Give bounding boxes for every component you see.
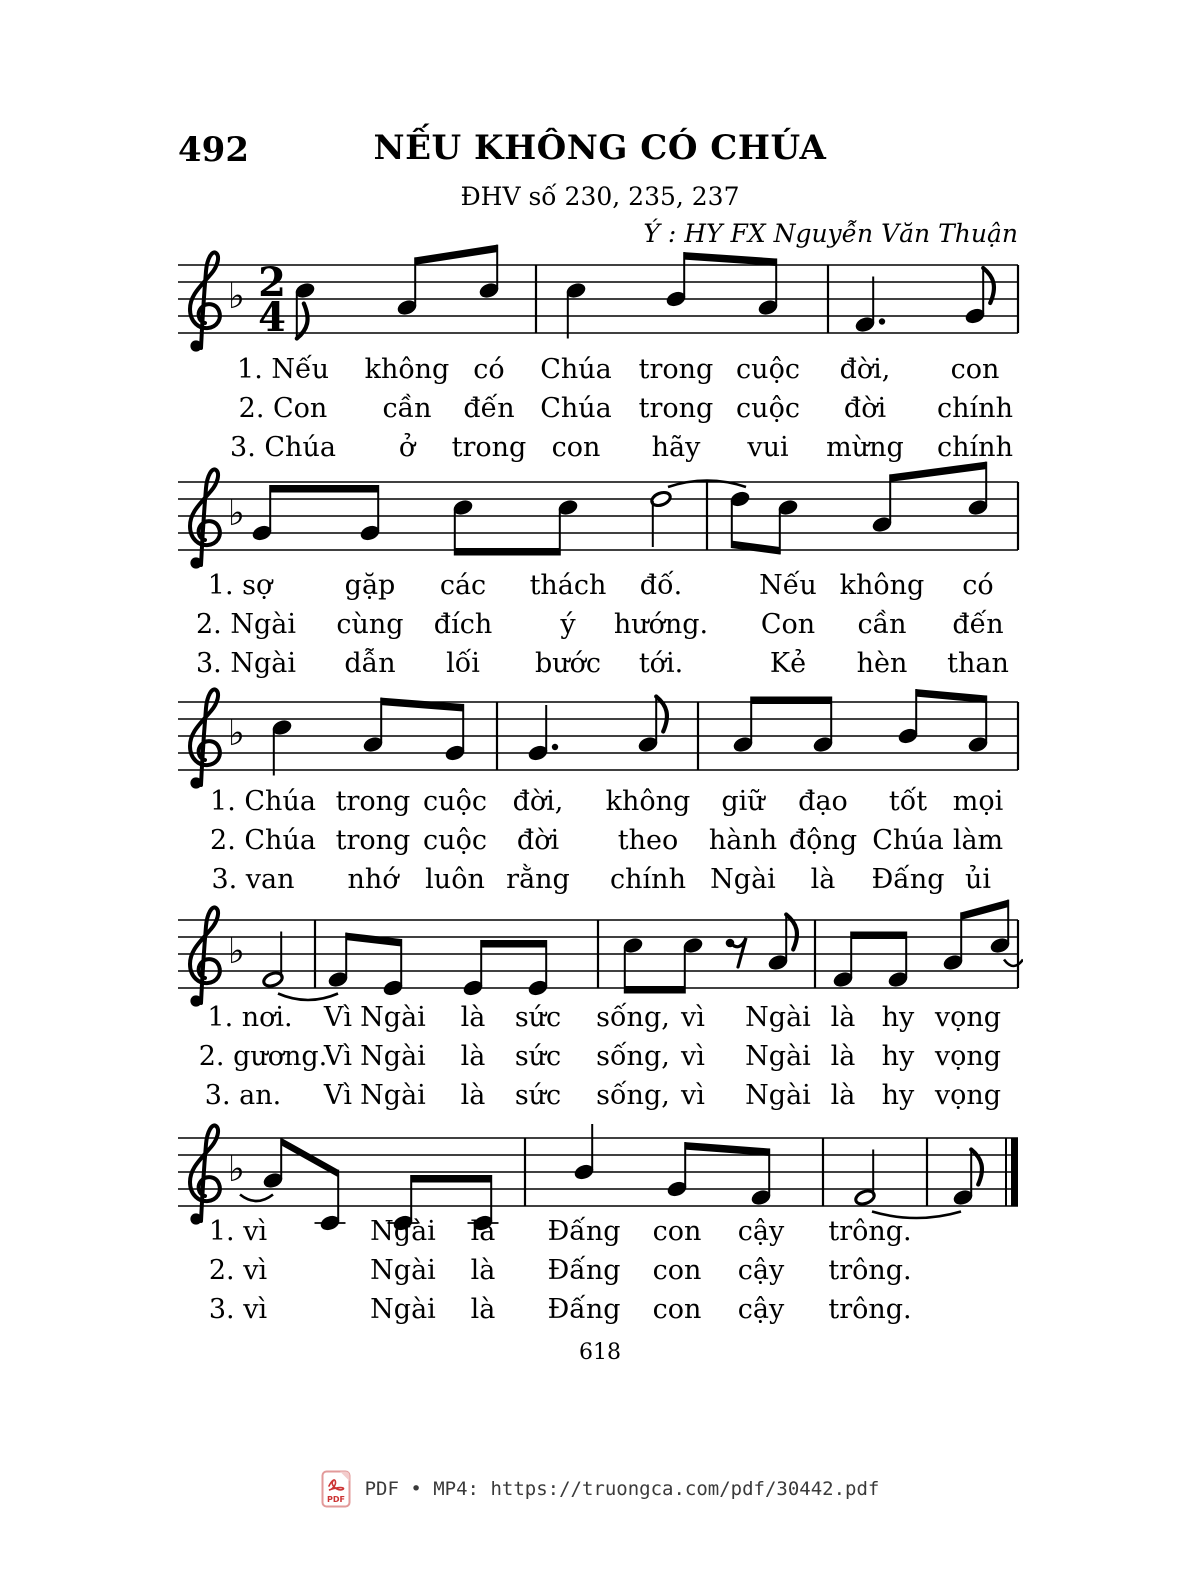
lyric-syllable: 3. Chúa bbox=[230, 432, 336, 463]
time-signature: 2 bbox=[258, 259, 286, 306]
lyric-syllable: Con bbox=[760, 609, 816, 640]
lyric-syllable: sống, bbox=[596, 1041, 670, 1072]
lyric-syllable: Chúa bbox=[540, 393, 612, 424]
lyric-syllable: Ngài bbox=[370, 1294, 436, 1325]
lyric-syllable: là bbox=[460, 1041, 486, 1072]
lyric-syllable: vui bbox=[747, 432, 789, 463]
lyric-syllable: đời bbox=[843, 393, 887, 424]
lyric-syllable: vọng bbox=[934, 1080, 1002, 1111]
lyrics-system-2-verse-3 bbox=[178, 646, 1038, 684]
beam bbox=[684, 252, 776, 266]
beam bbox=[851, 932, 906, 940]
lyric-syllable: hy bbox=[881, 1041, 915, 1072]
beam bbox=[411, 1175, 491, 1183]
lyric-syllable: vọng bbox=[934, 1002, 1002, 1033]
lyric-syllable: 3. Ngài bbox=[196, 648, 296, 679]
lyric-syllable: vì bbox=[681, 1080, 705, 1111]
lyrics-system-1-verse-2 bbox=[178, 391, 1038, 429]
lyrics-system-3-verse-3 bbox=[178, 862, 1038, 900]
lyric-syllable: giữ bbox=[721, 786, 765, 817]
footer bbox=[0, 1470, 1200, 1508]
lyric-syllable: Đấng bbox=[547, 1294, 621, 1325]
lyric-syllable: vì bbox=[681, 1002, 705, 1033]
flat-sign: ♭ bbox=[228, 493, 245, 534]
svg-text:PDF: PDF bbox=[326, 1495, 345, 1504]
lyric-syllable: các bbox=[439, 570, 487, 601]
final-barline bbox=[1011, 1138, 1018, 1206]
lyric-syllable: hướng. bbox=[613, 609, 709, 640]
lyric-syllable: Nếu bbox=[759, 570, 817, 601]
lyric-syllable: vì bbox=[681, 1041, 705, 1072]
lyrics-system-2-verse-1 bbox=[178, 568, 1038, 606]
lyric-syllable: 3. an. bbox=[204, 1080, 282, 1111]
lyric-syllable: Ngài bbox=[745, 1080, 811, 1111]
tie-slur bbox=[240, 1195, 273, 1202]
augmentation-dot bbox=[879, 318, 885, 324]
pdf-file-icon bbox=[321, 1470, 351, 1508]
tie-slur bbox=[1004, 960, 1023, 967]
hymn-number: 492 bbox=[178, 130, 249, 170]
lyric-syllable: Vì bbox=[323, 1080, 353, 1111]
lyric-syllable: Ngài bbox=[360, 1002, 426, 1033]
lyric-syllable: là bbox=[470, 1294, 496, 1325]
lyric-syllable: cần bbox=[382, 393, 432, 424]
beam bbox=[961, 900, 1008, 920]
lyric-syllable: nhớ bbox=[347, 864, 399, 895]
lyric-syllable: Ngài bbox=[360, 1080, 426, 1111]
lyric-syllable: cậy bbox=[737, 1255, 785, 1286]
lyric-syllable: trong bbox=[335, 825, 411, 856]
lyric-syllable: sức bbox=[514, 1041, 562, 1072]
lyric-syllable: 3. vì bbox=[208, 1294, 268, 1325]
lyrics-system-5-verse-1 bbox=[178, 1214, 1038, 1252]
lyric-syllable: sức bbox=[514, 1002, 562, 1033]
lyric-syllable: là bbox=[830, 1080, 856, 1111]
lyric-syllable: đời bbox=[516, 825, 560, 856]
lyric-syllable: trông. bbox=[828, 1294, 912, 1325]
lyric-syllable: luôn bbox=[425, 864, 485, 895]
lyric-syllable: đạo bbox=[798, 786, 848, 817]
lyric-syllable: cuộc bbox=[736, 354, 800, 385]
lyric-syllable: sống, bbox=[596, 1002, 670, 1033]
lyric-syllable: lối bbox=[446, 648, 480, 679]
lyric-syllable: là bbox=[460, 1080, 486, 1111]
lyric-syllable: là bbox=[810, 864, 836, 895]
lyric-syllable: Ngài bbox=[745, 1002, 811, 1033]
lyric-syllable: con bbox=[652, 1255, 702, 1286]
lyric-syllable: gặp bbox=[344, 570, 396, 601]
lyric-syllable: Đấng bbox=[547, 1255, 621, 1286]
lyrics-system-1-verse-1 bbox=[178, 352, 1038, 390]
lyric-syllable: rằng bbox=[506, 864, 570, 895]
lyric-syllable: hy bbox=[881, 1002, 915, 1033]
lyric-syllable: hy bbox=[881, 1080, 915, 1111]
beam bbox=[732, 541, 780, 555]
lyric-syllable: sống, bbox=[596, 1080, 670, 1111]
lyric-syllable: tốt bbox=[888, 786, 928, 817]
lyric-syllable: là bbox=[460, 1002, 486, 1033]
lyrics-system-5-verse-2 bbox=[178, 1253, 1038, 1291]
lyric-syllable: trong bbox=[335, 786, 411, 817]
lyric-syllable: trong bbox=[638, 354, 714, 385]
lyric-syllable: đời, bbox=[839, 354, 891, 385]
hymn-author: Ý : HY FX Nguyễn Văn Thuận bbox=[643, 219, 1018, 248]
lyric-syllable: 2. Ngài bbox=[196, 609, 296, 640]
beam bbox=[381, 698, 463, 712]
beam bbox=[685, 1142, 769, 1156]
lyric-syllable: cùng bbox=[336, 609, 404, 640]
lyric-syllable: có bbox=[962, 570, 994, 601]
beam bbox=[481, 940, 546, 948]
page-title: NẾU KHÔNG CÓ CHÚA bbox=[373, 128, 827, 168]
lyric-syllable: trông. bbox=[828, 1255, 912, 1286]
lyric-syllable: cuộc bbox=[736, 393, 800, 424]
lyric-syllable: than bbox=[947, 648, 1009, 679]
lyric-syllable: 2. gương. bbox=[198, 1041, 328, 1072]
lyric-syllable: Chúa bbox=[540, 354, 612, 385]
lyric-syllable: cậy bbox=[737, 1216, 785, 1247]
lyric-syllable: là bbox=[830, 1041, 856, 1072]
lyric-syllable: trong bbox=[451, 432, 527, 463]
augmentation-dot bbox=[552, 744, 558, 750]
lyric-syllable: trong bbox=[638, 393, 714, 424]
lyric-syllable: không bbox=[839, 570, 925, 601]
lyric-syllable: đích bbox=[433, 609, 493, 640]
lyric-syllable: không bbox=[605, 786, 691, 817]
flat-sign: ♭ bbox=[228, 931, 245, 972]
lyric-syllable: chính bbox=[937, 432, 1013, 463]
lyric-syllable: đời, bbox=[512, 786, 564, 817]
beam bbox=[751, 697, 831, 705]
lyric-syllable: Ngài bbox=[370, 1216, 436, 1247]
lyric-syllable: Kẻ bbox=[769, 648, 807, 679]
lyrics-system-4-verse-1 bbox=[178, 1000, 1038, 1038]
treble-clef-icon bbox=[190, 1125, 220, 1224]
lyric-syllable: Đấng bbox=[547, 1216, 621, 1247]
lyric-syllable: ý bbox=[560, 609, 576, 640]
beam bbox=[415, 245, 497, 265]
lyric-syllable: hãy bbox=[651, 432, 701, 463]
lyric-syllable: con bbox=[950, 354, 1000, 385]
lyrics-system-4-verse-2 bbox=[178, 1039, 1038, 1077]
lyric-syllable: cần bbox=[857, 609, 907, 640]
lyric-syllable: động bbox=[788, 825, 858, 856]
treble-clef-icon bbox=[190, 252, 220, 351]
lyric-syllable: 1. Chúa bbox=[210, 786, 316, 817]
lyric-syllable: Ngài bbox=[370, 1255, 436, 1286]
footer-link[interactable]: PDF • MP4: https://truongca.com/pdf/30442.pdf bbox=[364, 1478, 880, 1500]
lyric-syllable: Vì bbox=[323, 1041, 353, 1072]
lyrics-system-2-verse-2 bbox=[178, 607, 1038, 645]
lyrics-system-5-verse-3 bbox=[178, 1292, 1038, 1330]
lyric-syllable: hành bbox=[708, 825, 778, 856]
lyric-syllable: có bbox=[473, 354, 505, 385]
lyric-syllable: 3. van bbox=[211, 864, 295, 895]
beam bbox=[625, 986, 685, 994]
lyric-syllable: cuộc bbox=[423, 825, 487, 856]
beam bbox=[270, 485, 378, 493]
flat-sign: ♭ bbox=[228, 713, 245, 754]
lyric-syllable: làm bbox=[952, 825, 1004, 856]
lyric-syllable: 1. Nếu bbox=[237, 354, 329, 385]
lyric-syllable: 2. Con bbox=[238, 393, 328, 424]
lyric-syllable: mọi bbox=[952, 786, 1004, 817]
lyric-syllable: cuộc bbox=[423, 786, 487, 817]
hymn-subtitle: ĐHV số 230, 235, 237 bbox=[460, 182, 740, 211]
lyric-syllable: là bbox=[470, 1216, 496, 1247]
lyric-syllable: chính bbox=[937, 393, 1013, 424]
eighth-rest bbox=[726, 938, 746, 967]
lyric-syllable: dẫn bbox=[344, 648, 396, 679]
treble-clef-icon bbox=[190, 907, 220, 1006]
lyric-syllable: thách bbox=[529, 570, 607, 601]
lyric-syllable: tới. bbox=[638, 648, 684, 679]
lyric-syllable: Ngài bbox=[360, 1041, 426, 1072]
treble-clef-icon bbox=[190, 689, 220, 788]
lyric-syllable: sức bbox=[514, 1080, 562, 1111]
lyric-syllable: con bbox=[652, 1216, 702, 1247]
lyric-syllable: Ngài bbox=[745, 1041, 811, 1072]
time-signature: 4 bbox=[258, 294, 286, 341]
lyric-syllable: đố. bbox=[639, 570, 683, 601]
beam bbox=[916, 689, 986, 703]
lyric-syllable: Chúa bbox=[872, 825, 944, 856]
lyric-syllable: Ngài bbox=[710, 864, 776, 895]
lyrics-system-3-verse-2 bbox=[178, 823, 1038, 861]
beam bbox=[455, 548, 560, 556]
lyric-syllable: ở bbox=[398, 432, 416, 463]
lyrics-system-3-verse-1 bbox=[178, 784, 1038, 822]
lyric-syllable: 2. Chúa bbox=[210, 825, 316, 856]
lyric-syllable: theo bbox=[617, 825, 679, 856]
page-number: 618 bbox=[579, 1340, 621, 1365]
lyric-syllable: 1. vì bbox=[208, 1216, 268, 1247]
lyric-syllable: Vì bbox=[323, 1002, 353, 1033]
lyric-syllable: ủi bbox=[964, 864, 992, 895]
lyric-syllable: chính bbox=[610, 864, 686, 895]
lyric-syllable: 1. nơi. bbox=[207, 1002, 293, 1033]
lyrics-system-1-verse-3 bbox=[178, 430, 1038, 468]
flat-sign: ♭ bbox=[228, 276, 245, 317]
lyric-syllable: bước bbox=[534, 648, 602, 679]
beam bbox=[346, 933, 401, 947]
lyric-syllable: vọng bbox=[934, 1041, 1002, 1072]
lyric-syllable: cậy bbox=[737, 1294, 785, 1325]
lyric-syllable: trông. bbox=[828, 1216, 912, 1247]
lyric-syllable: là bbox=[470, 1255, 496, 1286]
lyric-syllable: Đấng bbox=[871, 864, 945, 895]
lyric-syllable: hèn bbox=[856, 648, 908, 679]
flat-sign: ♭ bbox=[228, 1149, 245, 1190]
lyric-syllable: đến bbox=[463, 393, 515, 424]
lyric-syllable: mừng bbox=[826, 432, 904, 463]
lyric-syllable: con bbox=[652, 1294, 702, 1325]
lyric-syllable: không bbox=[364, 354, 450, 385]
lyrics-system-4-verse-3 bbox=[178, 1078, 1038, 1116]
lyric-syllable: 1. sợ bbox=[207, 570, 273, 601]
lyric-syllable: đến bbox=[952, 609, 1004, 640]
lyric-syllable: là bbox=[830, 1002, 856, 1033]
treble-clef-icon bbox=[190, 469, 220, 568]
lyric-syllable: con bbox=[551, 432, 601, 463]
eighth-flag bbox=[983, 268, 994, 303]
lyric-syllable: 2. vì bbox=[208, 1255, 268, 1286]
